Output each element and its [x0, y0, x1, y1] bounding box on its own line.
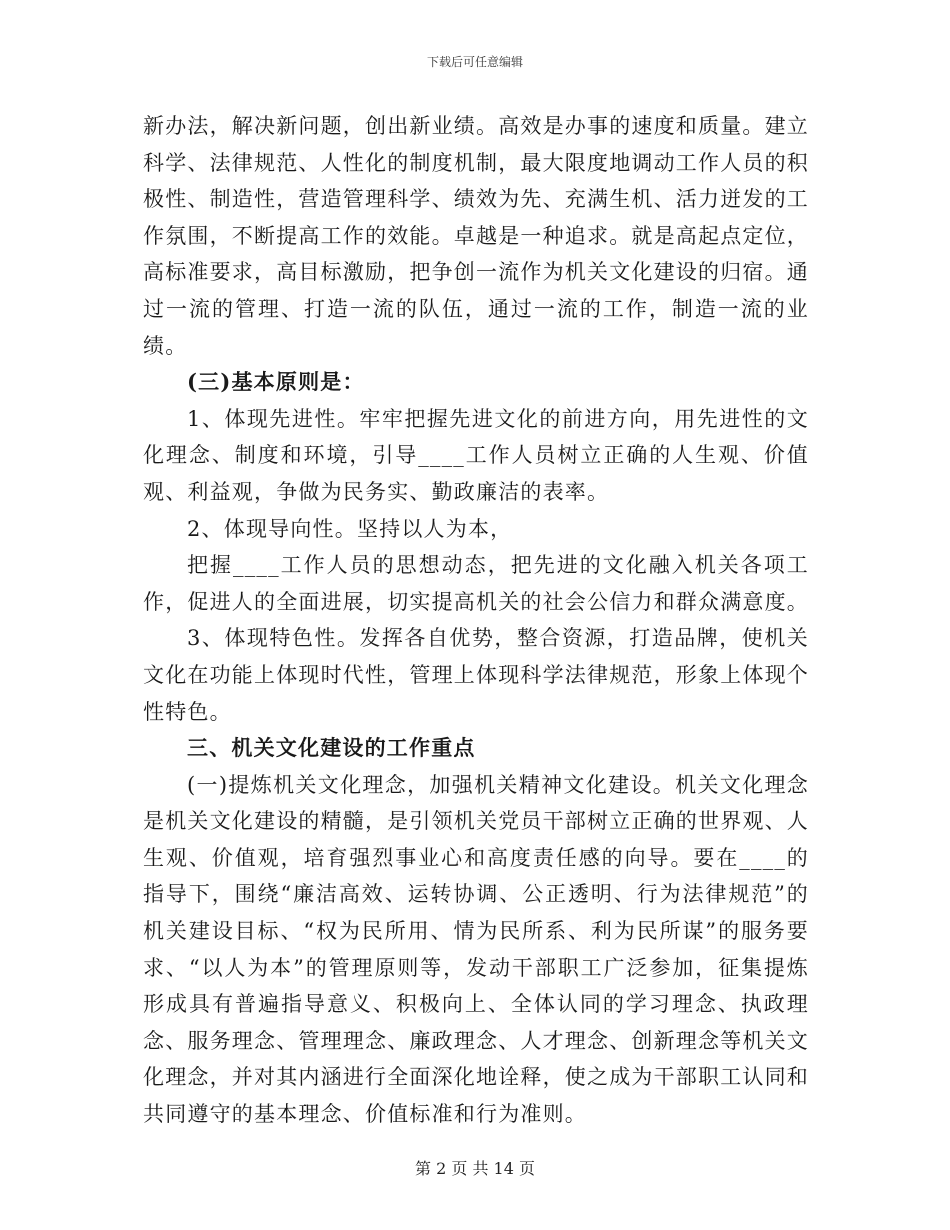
heading-basic-principles: (三)基本原则是： [187, 369, 365, 395]
document-body [143, 108, 809, 1133]
page-number: 第 2 页 共 14 页 [415, 1159, 535, 1178]
paragraph-continuation: 新办法，解决新问题，创出新业绩。高效是办事的速度和质量。建立科学、法律规范、人性化的制度机制，最大限度地调动工作人员的积极性、制造性，营造管理科学、绩效为先、充满生机、活力迸发的工作氛围，不断提高工作的效能。卓越是一种追求。就是高起点定位，高标准要求，高目标激励，把争创一流作为机关文化建设的归宿。通过一流的管理、打造一流的队伍，通过一流的工作，制造一流的业绩。 [143, 114, 809, 358]
paragraph-principle-3: 3、体现特色性。发挥各自优势，整合资源，打造品牌，使机关文化在功能上体现时代性，管理上体现科学法律规范，形象上体现个性特色。 [143, 626, 809, 724]
paragraph-section-3-1: (一)提炼机关文化理念，加强机关精神文化建设。机关文化理念是机关文化建设的精髓，是引领机关党员干部树立正确的世界观、人生观、价值观，培育强烈事业心和高度责任感的向导。要在____的指导下，围绕“廉洁高效、运转协调、公正透明、行为法律规范”的机关建设目标、“权为民所用、情为民所系、利为民所谋”的服务要求、“以人为本”的管理原则等，发动干部职工广泛参加，征集提炼形成具有普遍指导意义、积极向上、全体认同的学习理念、执政理念、服务理念、管理理念、廉政理念、人才理念、创新理念等机关文化理念，并对其内涵进行全面深化地诠释，使之成为干部职工认同和共同遵守的基本理念、价值标准和行为准则。 [143, 772, 809, 1127]
heading-section-3: 三、机关文化建设的工作重点 [187, 735, 476, 761]
paragraph-principle-2-cont: 把握____工作人员的思想动态，把先进的文化融入机关各项工作，促进人的全面进展，切实提高机关的社会公信力和群众满意度。 [143, 553, 809, 614]
paragraph-principle-2: 2、体现导向性。坚持以人为本， [187, 516, 513, 541]
header-note: 下载后可任意编辑 [426, 55, 523, 69]
paragraph-principle-1: 1、体现先进性。牢牢把握先进文化的前进方向，用先进性的文化理念、制度和环境，引导____工作人员树立正确的人生观、价值观、利益观，争做为民务实、勤政廉洁的表率。 [143, 406, 809, 504]
